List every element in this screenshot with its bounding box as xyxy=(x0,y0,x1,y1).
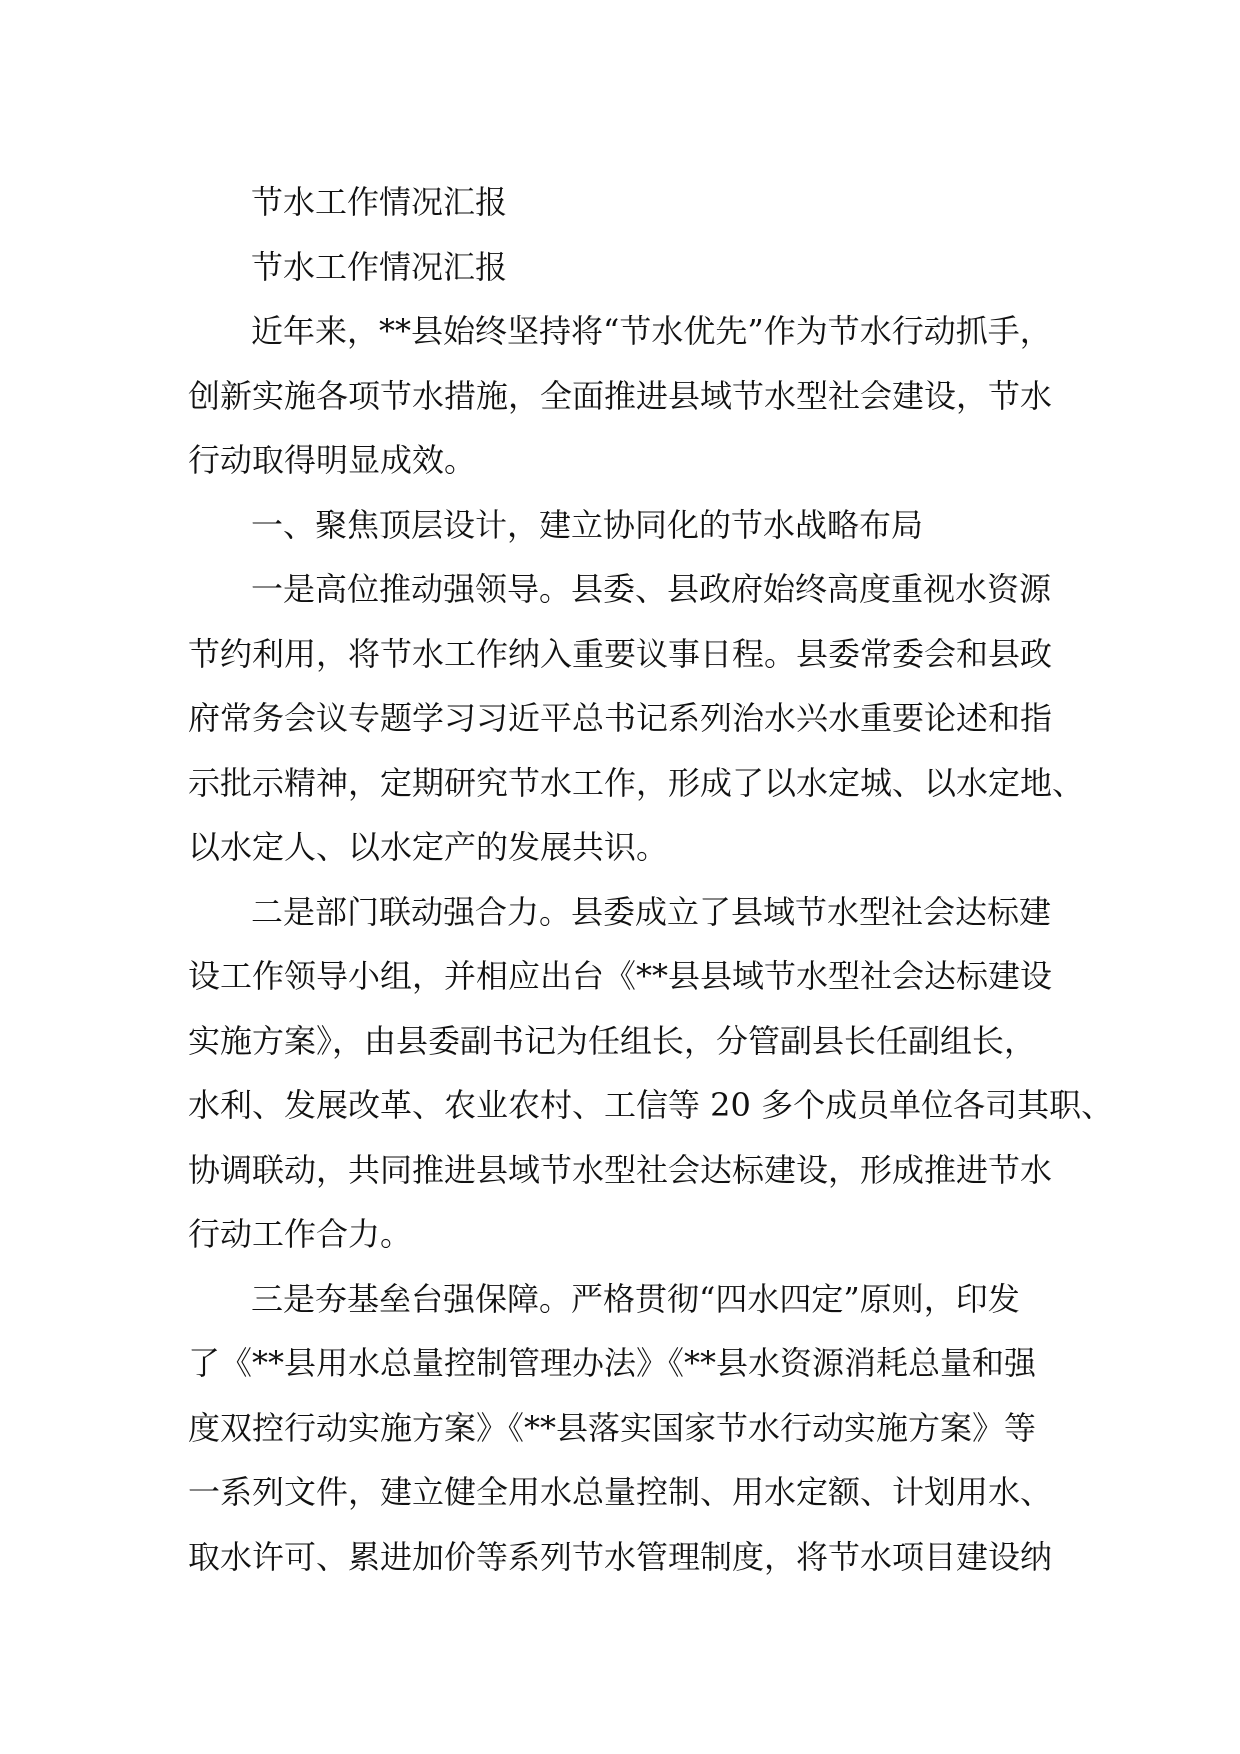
document-title-line: 节水工作情况汇报 xyxy=(251,247,508,286)
body-text-line: 三是夯基垒台强保障。严格贯彻“四水四定”原则，印发 xyxy=(251,1279,1020,1318)
body-text-line: 一、聚焦顶层设计，建立协同化的节水战略布局 xyxy=(251,505,924,544)
body-text-line: 行动取得明显成效。 xyxy=(188,441,477,479)
body-text-line: 一是高位推动强领导。县委、县政府始终高度重视水资源 xyxy=(251,570,1052,608)
body-text-line: 行动工作合力。 xyxy=(188,1215,413,1253)
body-text-line: 节约利用，将节水工作纳入重要议事日程。县委常委会和县政 xyxy=(188,634,1053,673)
body-text-line: 协调联动，共同推进县域节水型社会达标建设，形成推进节水 xyxy=(188,1150,1053,1189)
body-text-line: 创新实施各项节水措施，全面推进县域节水型社会建设，节水 xyxy=(188,376,1053,415)
body-text-line: 度双控行动实施方案》《**县落实国家节水行动实施方案》等 xyxy=(188,1408,1037,1447)
body-text-line: 水利、发展改革、农业农村、工信等 20 多个成员单位各司其职、 xyxy=(188,1086,1114,1124)
body-text-line: 一系列文件，建立健全用水总量控制、用水定额、计划用水、 xyxy=(188,1473,1053,1511)
body-text-line: 近年来，**县始终坚持将“节水优先”作为节水行动抓手， xyxy=(251,312,1052,350)
body-text-line: 二是部门联动强合力。县委成立了县域节水型社会达标建 xyxy=(251,892,1052,931)
document-title-line: 节水工作情况汇报 xyxy=(251,183,508,221)
body-text-line: 示批示精神，定期研究节水工作，形成了以水定城、以水定地、 xyxy=(188,763,1085,802)
body-text-line: 以水定人、以水定产的发展共识。 xyxy=(188,828,669,866)
body-text-line: 取水许可、累进加价等系列节水管理制度，将节水项目建设纳 xyxy=(188,1537,1053,1576)
body-text-line: 实施方案》，由县委副书记为任组长，分管副县长任副组长， xyxy=(188,1021,1037,1060)
document-body xyxy=(188,170,1114,1589)
body-text-line: 设工作领导小组，并相应出台《**县县域节水型社会达标建设 xyxy=(188,957,1053,995)
body-text-line: 了《**县用水总量控制管理办法》《**县水资源消耗总量和强 xyxy=(188,1344,1037,1382)
body-text-line: 府常务会议专题学习习近平总书记系列治水兴水重要论述和指 xyxy=(188,699,1053,737)
